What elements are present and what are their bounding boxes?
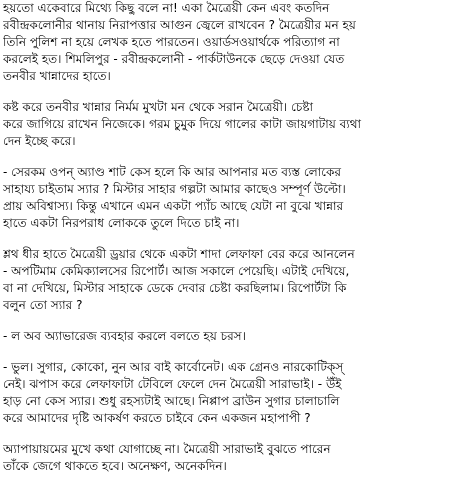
paragraph <box>3 328 455 345</box>
text-line: - ভুল। সুগার, কোকো, নুন আর বাই কার্বোনেট। এক গ্রেনও নারকোটিক্স্ <box>3 360 344 374</box>
text-line: তনবীর খান্নাদের হাতে। <box>3 69 111 83</box>
text-line: করে আমাদের দৃষ্টি আকর্ষণ করতে চাইবে কেন একজন মহাপাপী ? <box>3 411 311 425</box>
text-line: রবীন্দ্রকলোনীর থানায় নিরাপত্তার আগুন জ্বেলে রাখবেন ? মৈত্রেয়ীর মন হয় <box>3 18 356 32</box>
paragraph <box>3 359 455 427</box>
paragraph <box>3 0 455 85</box>
paragraph <box>3 99 455 150</box>
paragraph <box>3 246 455 314</box>
text-line: হাতে একটা নিরপরাধ লোককে তুলে দিতে চাই না। <box>3 216 240 230</box>
text-line: নেই। ঝপাস করে লেফাফাটা টেবিলে ফেলে দেন মৈত্রেয়ী সারাভাই। - উঁই <box>3 377 342 391</box>
text-line: তিনি পুলিশ না হয়ে লেখক হতে পারতেন। ওয়ার্ডসওয়ার্থকে পরিত্যাগ না <box>3 35 340 49</box>
text-line: অ্যাপায়ায়মের মুখে কথা যোগাচ্ছে না। মৈত্রেয়ী সারাভাই বুঝতে পারেন <box>3 442 331 456</box>
text-line: তাঁকে জেগে থাকতে হবে। অনেক্ষণ, অনেকদিন। <box>3 459 227 473</box>
paragraph <box>3 441 455 475</box>
text-line: করে জাগিয়ে রাখেন নিজেকে। গরম চুমুক দিয়ে গালের কাটা জায়গাটায় ব্যথা <box>3 117 361 131</box>
text-line: শ্লথ ধীর হাতে মৈত্রেয়ী ড্রয়ার থেকে একটা শাদা লেফাফা বের করে আনলেন <box>3 247 355 261</box>
text-line: বা না দেখিয়ে, মিস্টার সাহাকে ডেকে দেবার চেষ্টা করছিলাম। রিপোর্টটা কি <box>3 281 347 295</box>
text-line: - সেরকম ওপন্ অ্যাণ্ড শাট কেস হলে কি আর আপনার মত ব্যস্ত লোকের <box>3 165 341 179</box>
text-line: কষ্ট করে তনবীর খান্নার নির্মম মুখটা মন থেকে সরান মৈত্রেয়ী। চেষ্টা <box>3 100 314 114</box>
text-line: প্রায় অবিশ্বাস্য। কিন্তু এখানে এমন একটা প্যাঁচ আছে যেটা না বুঝে খান্নার <box>3 199 344 213</box>
text-line: করলেই হত। শিমলিপুর - রবীন্দ্রকলোনী - পার্কটাউনকে ছেড়ে দেওয়া যেত <box>3 52 345 66</box>
paragraph <box>3 164 455 232</box>
text-line: হাড় নো কেস স্যার। শুধু রহস্যটাই আছে। নিপ্পাপ ব্রাউন সুগার চালাচালি <box>3 394 340 408</box>
text-line: - অপটিমাম কেমিক্যালসের রিপোর্ট। আজ সকালে পেয়েছি। এটাই দেখিয়ে, <box>3 264 350 278</box>
text-line: বলুন তো স্যার ? <box>3 298 83 312</box>
text-line: দেন ইচ্ছে করে। <box>3 134 76 148</box>
text-line: হয়তো একেবারে মিথ্যে কিছু বলে না! একা মৈত্রেয়ী কেন এবং কতদিন <box>3 1 330 15</box>
text-line: সাহায্য চাইতাম স্যার ? মিস্টার সাহার গল্পটা আমার কাছেও সম্পূর্ণ উল্টো। <box>3 182 346 196</box>
document-page <box>3 0 455 487</box>
text-line: - ল অব অ্যাভারেজ ব্যবহার করলে বলতে হয় চরস। <box>3 329 246 343</box>
